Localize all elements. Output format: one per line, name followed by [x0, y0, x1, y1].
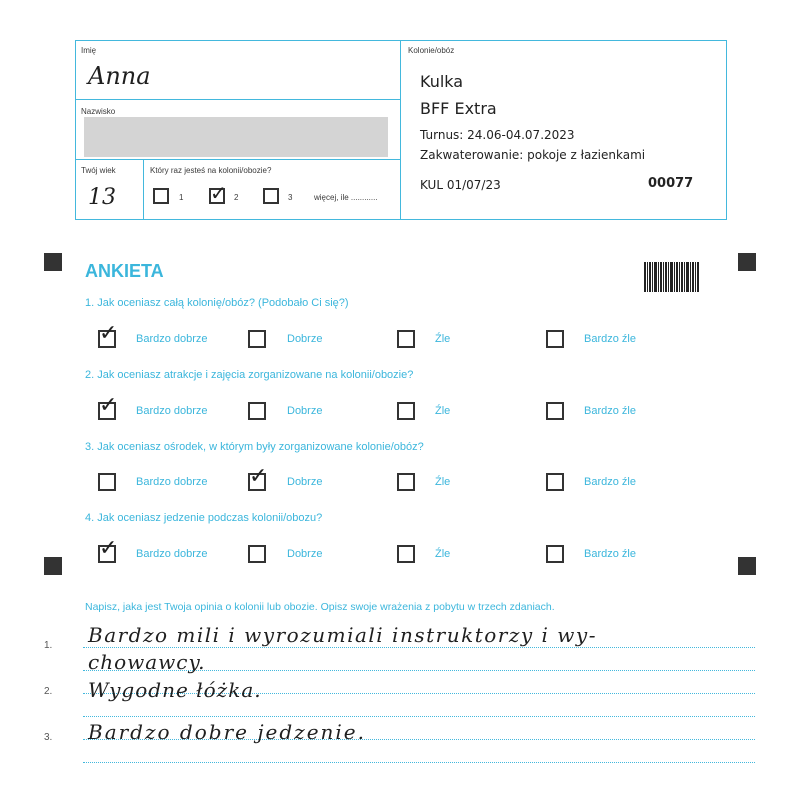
- header-divider-v2: [143, 159, 144, 220]
- ktory-raz-checkbox-3[interactable]: [263, 188, 279, 204]
- check-mark-icon: ✓: [99, 536, 118, 561]
- ktory-raz-checkbox-1[interactable]: [153, 188, 169, 204]
- q4-label-zle: Źle: [435, 548, 451, 560]
- opinion-line-3b: [83, 762, 755, 763]
- question-3: 3. Jak oceniasz ośrodek, w którym były zorganizowane kolonie/obóz?: [85, 441, 424, 453]
- redacted-surname: [84, 117, 388, 157]
- question-1: 1. Jak oceniasz całą kolonię/obóz? (Podobało Ci się?): [85, 297, 349, 309]
- q3-checkbox-dobrze[interactable]: [248, 464, 268, 491]
- ktory-raz-more: więcej, ile ............: [314, 193, 378, 202]
- question-2: 2. Jak oceniasz atrakcje i zajęcia zorganizowane na kolonii/obozie?: [85, 369, 414, 381]
- check-mark-icon: ✓: [99, 321, 118, 346]
- kolonia-name: Kulka: [420, 72, 464, 91]
- q4-checkbox-zle[interactable]: [397, 545, 415, 563]
- registration-marker-bottom-left: [44, 557, 62, 575]
- ktory-raz-option-1: 1: [179, 193, 184, 202]
- registration-marker-bottom-right: [738, 557, 756, 575]
- registration-marker-top-right: [738, 253, 756, 271]
- opinion-line-number-3: 3.: [44, 732, 53, 743]
- q2-checkbox-bardzo-dobrze[interactable]: [98, 393, 118, 420]
- opinion-answer-2[interactable]: Wygodne łóżka.: [88, 678, 262, 702]
- opinion-answer-1b[interactable]: chowawcy.: [88, 650, 206, 674]
- registration-marker-top-left: [44, 253, 62, 271]
- opinion-prompt: Napisz, jaka jest Twoja opinia o kolonii lub obozie. Opisz swoje wrażenia z pobytu w trzech zdaniach.: [85, 601, 555, 613]
- q1-checkbox-bardzo-zle[interactable]: [546, 330, 564, 348]
- ktory-raz-option-2: 2: [234, 193, 239, 202]
- opinion-line-number-1: 1.: [44, 640, 53, 651]
- q4-label-bardzo-zle: Bardzo źle: [584, 548, 636, 560]
- opinion-line-number-2: 2.: [44, 686, 53, 697]
- imie-value[interactable]: Anna: [88, 62, 151, 90]
- imie-label: Imię: [81, 46, 97, 55]
- form-number: 00077: [648, 176, 694, 191]
- q1-checkbox-bardzo-dobrze[interactable]: [98, 321, 118, 348]
- q4-checkbox-bardzo-dobrze[interactable]: [98, 536, 118, 563]
- wiek-value[interactable]: 13: [88, 185, 116, 210]
- check-mark-icon: ✓: [99, 393, 118, 418]
- header-divider-vertical: [400, 40, 401, 220]
- opinion-line-1: [83, 647, 755, 648]
- survey-title: ANKIETA: [85, 261, 164, 281]
- q3-label-bardzo-zle: Bardzo źle: [584, 476, 636, 488]
- opinion-answer-1a[interactable]: Bardzo mili i wyrozumiali instruktorzy i wy-: [88, 623, 597, 647]
- check-mark-icon: ✓: [249, 464, 268, 489]
- opinion-line-2b: [83, 716, 755, 717]
- barcode: [644, 262, 700, 292]
- q1-checkbox-zle[interactable]: [397, 330, 415, 348]
- q2-checkbox-zle[interactable]: [397, 402, 415, 420]
- q4-label-dobrze: Dobrze: [287, 548, 323, 560]
- q3-checkbox-bardzo-zle[interactable]: [546, 473, 564, 491]
- header-divider-h2: [75, 159, 401, 160]
- opinion-answer-3[interactable]: Bardzo dobre jedzenie.: [88, 720, 367, 744]
- q1-label-dobrze: Dobrze: [287, 333, 323, 345]
- check-mark-icon: ✓: [210, 181, 227, 205]
- q2-checkbox-dobrze[interactable]: [248, 402, 266, 420]
- q2-label-zle: Źle: [435, 405, 451, 417]
- q1-label-bardzo-zle: Bardzo źle: [584, 333, 636, 345]
- kolonia-program: BFF Extra: [420, 99, 497, 118]
- q3-label-zle: Źle: [435, 476, 451, 488]
- q3-label-dobrze: Dobrze: [287, 476, 323, 488]
- q1-checkbox-dobrze[interactable]: [248, 330, 266, 348]
- ktory-raz-option-3: 3: [288, 193, 293, 202]
- header-divider-h1: [75, 99, 401, 100]
- q2-label-dobrze: Dobrze: [287, 405, 323, 417]
- q3-label-bardzo-dobrze: Bardzo dobrze: [136, 476, 208, 488]
- kolonie-label: Kolonie/obóz: [408, 46, 455, 55]
- q4-checkbox-bardzo-zle[interactable]: [546, 545, 564, 563]
- question-4: 4. Jak oceniasz jedzenie podczas kolonii/obozu?: [85, 512, 323, 524]
- zakwaterowanie: Zakwaterowanie: pokoje z łazienkami: [420, 148, 646, 162]
- wiek-label: Twój wiek: [81, 166, 116, 175]
- ktory-raz-label: Który raz jesteś na kolonii/obozie?: [150, 166, 272, 175]
- q4-checkbox-dobrze[interactable]: [248, 545, 266, 563]
- form-code: KUL 01/07/23: [420, 178, 501, 192]
- q2-checkbox-bardzo-zle[interactable]: [546, 402, 564, 420]
- q1-label-bardzo-dobrze: Bardzo dobrze: [136, 333, 208, 345]
- q4-label-bardzo-dobrze: Bardzo dobrze: [136, 548, 208, 560]
- ktory-raz-checkbox-2[interactable]: [209, 181, 227, 205]
- q3-checkbox-zle[interactable]: [397, 473, 415, 491]
- q1-label-zle: Źle: [435, 333, 451, 345]
- nazwisko-label: Nazwisko: [81, 107, 116, 116]
- q2-label-bardzo-dobrze: Bardzo dobrze: [136, 405, 208, 417]
- turnus: Turnus: 24.06-04.07.2023: [420, 128, 575, 142]
- q3-checkbox-bardzo-dobrze[interactable]: [98, 473, 116, 491]
- q2-label-bardzo-zle: Bardzo źle: [584, 405, 636, 417]
